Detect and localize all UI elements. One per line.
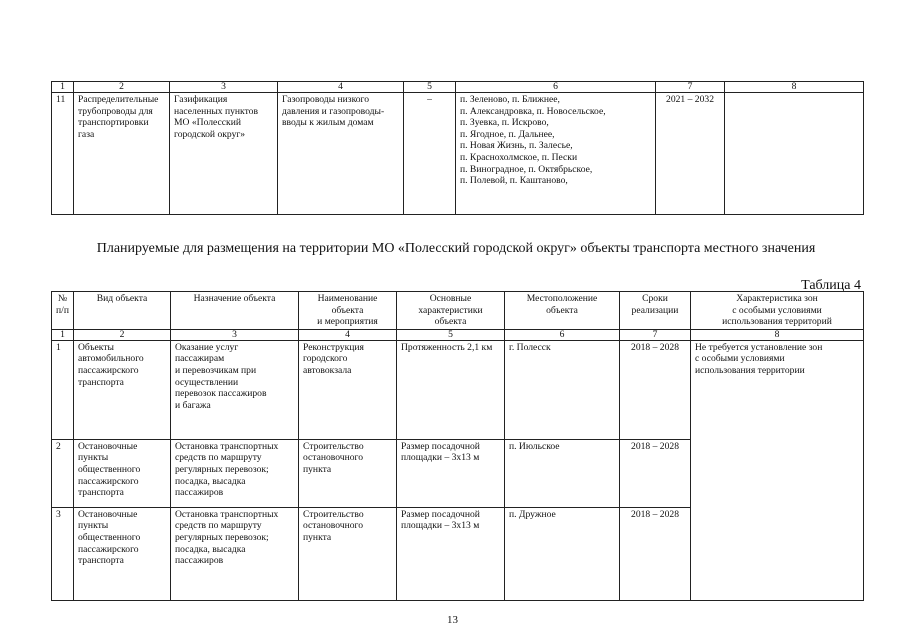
transport-objects-table <box>51 291 864 601</box>
header-purpose: Назначение объекта <box>171 292 299 330</box>
zones-characteristics <box>725 93 864 215</box>
object-characteristics: Протяженность 2,1 км <box>397 340 505 439</box>
object-location: п. Зеленово, п. Ближнее, п. Александровка, п. Новосельское, п. Зуевка, п. Искрово, п. Ягодное, п. Дальнее, п. Новая Жизнь, п. Залесье, п. Краснохолмское, п. Пески п. Виноградное, п. Октябрьское, п. Полевой, п. Каштаново, <box>456 93 656 215</box>
row-number: 3 <box>52 507 74 600</box>
object-type: Распределительные трубопроводы для транспортировки газа <box>74 93 170 215</box>
table-label: Таблица 4 <box>801 278 861 293</box>
col-number: 5 <box>397 329 505 340</box>
object-name: Строительство остановочного пункта <box>299 439 397 507</box>
col-number: 2 <box>74 329 171 340</box>
col-number: 2 <box>74 82 170 93</box>
object-purpose: Газификация населенных пунктов МО «Полесский городской округ» <box>170 93 278 215</box>
zones-characteristics: Не требуется установление зон с особыми условиями использования территории <box>691 340 864 600</box>
col-number: 8 <box>691 329 864 340</box>
col-number: 3 <box>171 329 299 340</box>
column-number-row <box>52 329 864 340</box>
implementation-period: 2018 – 2028 <box>620 507 691 600</box>
col-number: 7 <box>656 82 725 93</box>
object-characteristics: Размер посадочной площадки – 3х13 м <box>397 507 505 600</box>
object-type: Остановочные пункты общественного пассажирского транспорта <box>74 507 171 600</box>
col-number: 6 <box>456 82 656 93</box>
object-purpose: Оказание услуг пассажирам и перевозчикам при осуществлении перевозок пассажиров и багажа <box>171 340 299 439</box>
gas-objects-table <box>51 81 864 215</box>
table-header-row <box>52 292 864 330</box>
object-name: Строительство остановочного пункта <box>299 507 397 600</box>
col-number: 1 <box>52 82 74 93</box>
header-zones: Характеристика зон с особыми условиями использования территорий <box>691 292 864 330</box>
object-location: п. Дружное <box>505 507 620 600</box>
row-number: 11 <box>52 93 74 215</box>
col-number: 4 <box>299 329 397 340</box>
object-location: г. Полесск <box>505 340 620 439</box>
col-number: 3 <box>170 82 278 93</box>
object-type: Объекты автомобильного пассажирского транспорта <box>74 340 171 439</box>
row-number: 1 <box>52 340 74 439</box>
header-type: Вид объекта <box>74 292 171 330</box>
page-number: 13 <box>447 614 458 626</box>
object-characteristics: – <box>404 93 456 215</box>
row-number: 2 <box>52 439 74 507</box>
object-type: Остановочные пункты общественного пассажирского транспорта <box>74 439 171 507</box>
column-number-row <box>52 82 864 93</box>
header-characteristics: Основные характеристики объекта <box>397 292 505 330</box>
implementation-period: 2018 – 2028 <box>620 439 691 507</box>
col-number: 6 <box>505 329 620 340</box>
implementation-period: 2021 – 2032 <box>656 93 725 215</box>
section-title: Планируемые для размещения на территории МО «Полесский городской округ» объекты транспорта местного значения <box>96 241 816 256</box>
object-location: п. Июльское <box>505 439 620 507</box>
table-row <box>52 93 864 215</box>
col-number: 4 <box>278 82 404 93</box>
col-number: 1 <box>52 329 74 340</box>
object-characteristics: Размер посадочной площадки – 3х13 м <box>397 439 505 507</box>
object-purpose: Остановка транспортных средств по маршруту регулярных перевозок; посадка, высадка пассажиров <box>171 439 299 507</box>
header-period: Сроки реализации <box>620 292 691 330</box>
header-number: № п/п <box>52 292 74 330</box>
header-location: Местоположение объекта <box>505 292 620 330</box>
implementation-period: 2018 – 2028 <box>620 340 691 439</box>
object-name: Реконструкция городского автовокзала <box>299 340 397 439</box>
col-number: 7 <box>620 329 691 340</box>
table-row <box>52 340 864 439</box>
object-name: Газопроводы низкого давления и газопроводы-вводы к жилым домам <box>278 93 404 215</box>
col-number: 5 <box>404 82 456 93</box>
object-purpose: Остановка транспортных средств по маршруту регулярных перевозок; посадка, высадка пассажиров <box>171 507 299 600</box>
header-name: Наименование объекта и мероприятия <box>299 292 397 330</box>
col-number: 8 <box>725 82 864 93</box>
